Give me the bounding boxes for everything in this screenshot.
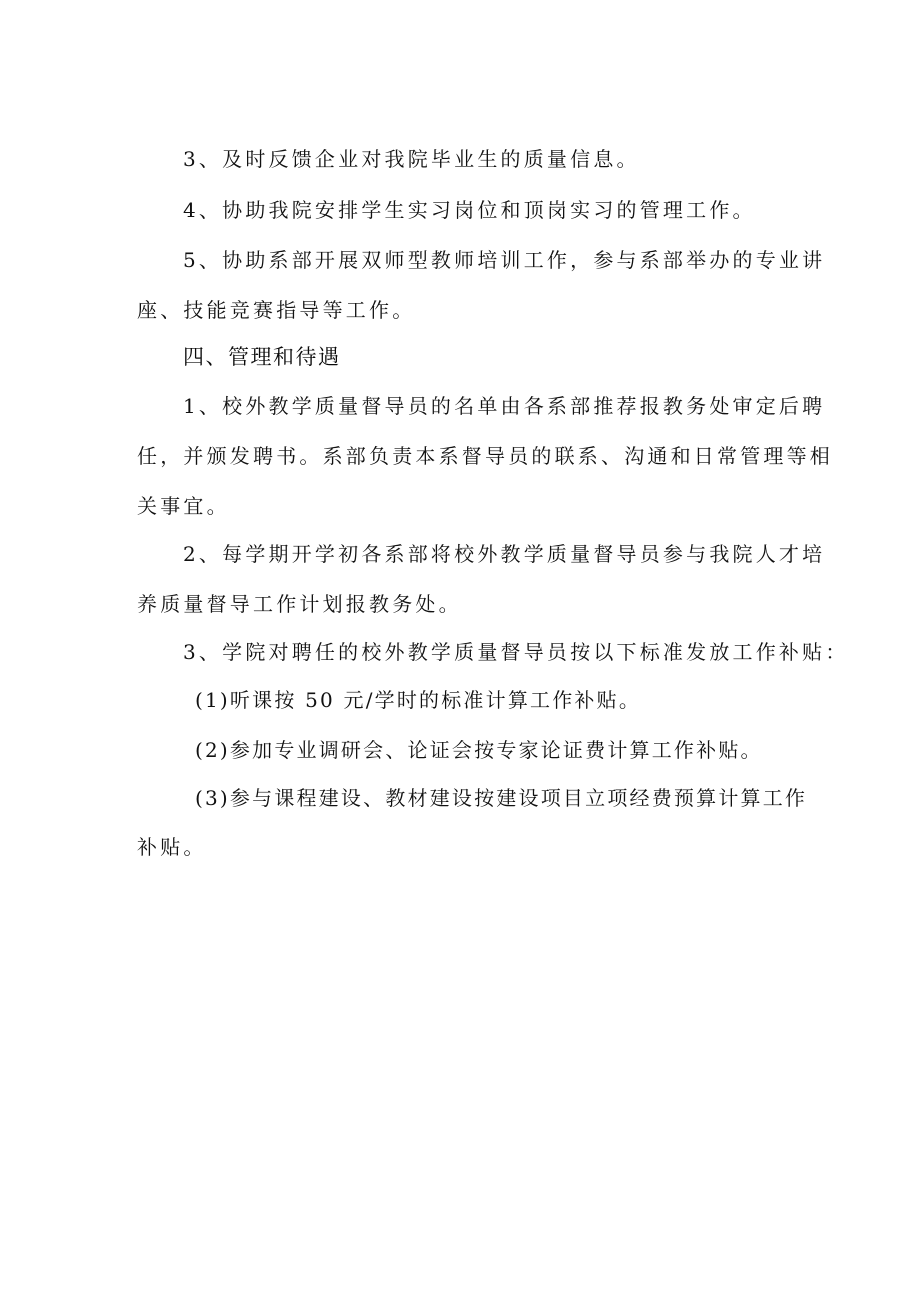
paragraph-2-line-1: 2、每学期开学初各系部将校外教学质量督导员参与我院人才培 <box>183 542 826 566</box>
paragraph-1-line-1: 1、校外教学质量督导员的名单由各系部推荐报教务处审定后聘 <box>183 394 826 418</box>
paragraph-item-4: 4、协助我院安排学生实习岗位和顶岗实习的管理工作。 <box>183 198 756 222</box>
subitem-2: (2)参加专业调研会、论证会按专家论证费计算工作补贴。 <box>195 738 763 762</box>
section-heading-management: 四、管理和待遇 <box>183 345 341 369</box>
subitem-1: (1)听课按 50 元/学时的标准计算工作补贴。 <box>195 688 642 712</box>
paragraph-3-line-1: 3、学院对聘任的校外教学质量督导员按以下标准发放工作补贴： <box>183 640 849 664</box>
paragraph-1-line-2: 任，并颁发聘书。系部负责本系督导员的联系、沟通和日常管理等相 <box>137 444 833 468</box>
paragraph-1-line-3: 关事宜。 <box>137 494 230 518</box>
paragraph-2-line-2: 养质量督导工作计划报教务处。 <box>137 592 462 616</box>
paragraph-item-5-line-1: 5、协助系部开展双师型教师培训工作，参与系部举办的专业讲 <box>183 248 826 272</box>
paragraph-item-3: 3、及时反馈企业对我院毕业生的质量信息。 <box>183 147 640 171</box>
subitem-3-line-1: (3)参与课程建设、教材建设按建设项目立项经费预算计算工作 <box>195 786 808 810</box>
subitem-3-line-2: 补贴。 <box>137 835 207 859</box>
paragraph-item-5-line-2: 座、技能竞赛指导等工作。 <box>137 298 416 322</box>
